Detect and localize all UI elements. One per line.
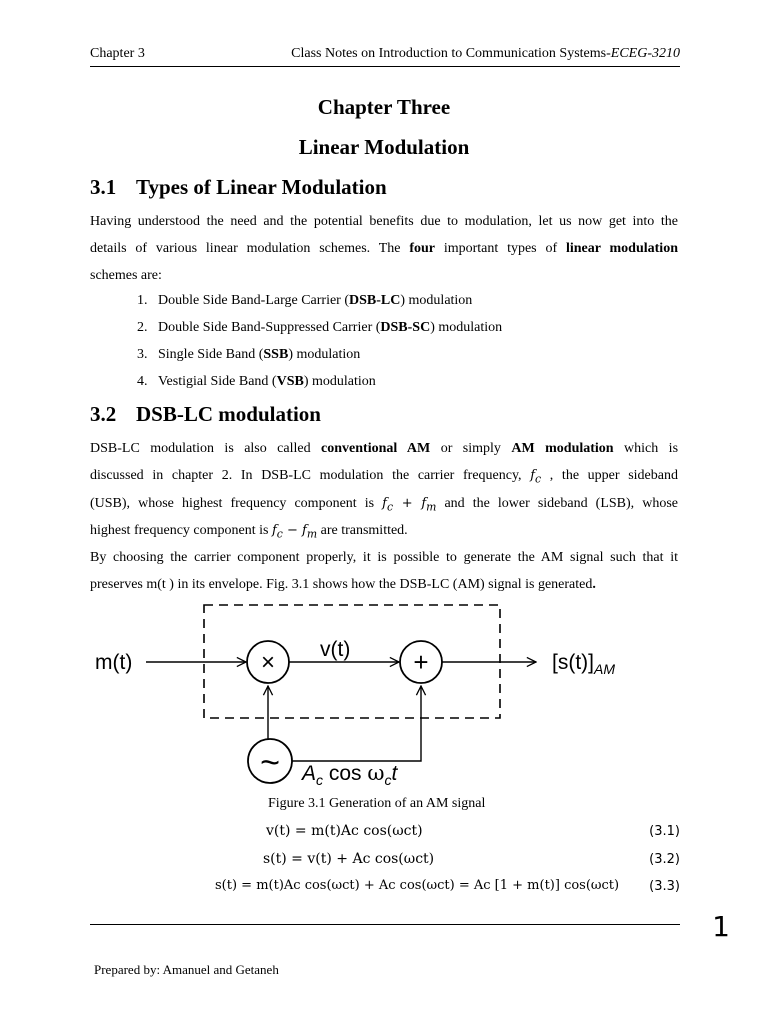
oscillator-symbol: ~: [260, 744, 280, 782]
equation-number: (3.2): [649, 852, 680, 867]
multiplier-symbol: ×: [260, 649, 276, 676]
vt-label: v(t): [320, 638, 351, 661]
section-heading-3-2: 3.2 DSB-LC modulation: [90, 402, 321, 426]
list-item: 1. Double Side Band-Large Carrier (DSB-LC) modulation: [137, 293, 473, 308]
header-chapter: Chapter 3: [90, 46, 145, 61]
header-course: Class Notes on Introduction to Communication Systems-ECEG-3210: [291, 46, 680, 61]
list-item: 2. Double Side Band-Suppressed Carrier (DSB-SC) modulation: [137, 320, 503, 335]
equation-3-3: s(t) = m(t)Ac cos(ωct) + Ac cos(ωct) = Ac [1 + m(t)] cos(ωct): [215, 878, 620, 893]
paragraph-line: (USB), whose highest frequency component is $f_c + f_m$ and the lower sideband (LSB), whose: [90, 496, 678, 514]
footer-rule: [90, 924, 680, 925]
figure-caption: Figure 3.1 Generation of an AM signal: [268, 796, 486, 811]
equation-3-1: v(t) = m(t)Ac cos(ωct): [266, 823, 423, 839]
carrier-to-adder-arrow: [292, 686, 421, 761]
paragraph-line: By choosing the carrier component properly, it is possible to generate the AM signal such that it: [90, 550, 678, 565]
carrier-label: $A_c$ $\cos \omega_ct$: [302, 761, 398, 788]
footer-credit: Prepared by: Amanuel and Getaneh: [94, 962, 279, 977]
output-label: $[s(t)]_{AM}$: [552, 651, 615, 677]
paragraph-line: discussed in chapter 2. In DSB-LC modulation the carrier frequency, $f_c$ , the upper sideband: [90, 468, 678, 486]
page-number: 1: [712, 910, 730, 943]
input-label: m(t): [95, 651, 133, 674]
paragraph-line: preserves m(t ) in its envelope. Fig. 3.1 shows how the DSB-LC (AM) signal is generated.: [90, 577, 596, 592]
section-heading-3-1: 3.1 Types of Linear Modulation: [90, 175, 387, 199]
equation-number: (3.3): [649, 879, 680, 894]
equation-number: (3.1): [649, 824, 680, 839]
paragraph-line: DSB-LC modulation is also called conventional AM or simply AM modulation which is: [90, 441, 679, 456]
paragraph-line: schemes are:: [90, 268, 162, 283]
adder-symbol: +: [413, 647, 429, 677]
paragraph-line: details of various linear modulation schemes. The four important types of linear modulation: [90, 241, 678, 256]
chapter-title: Chapter Three: [317, 95, 451, 119]
list-item: 4. Vestigial Side Band (VSB) modulation: [137, 374, 376, 389]
paragraph-line: highest frequency component is $f_c - f_m$ are transmitted.: [90, 523, 408, 541]
list-item: 3. Single Side Band (SSB) modulation: [137, 347, 361, 362]
equation-3-2: s(t) = v(t) + Ac cos(ωct): [263, 851, 435, 867]
paragraph-line: Having understood the need and the potential benefits due to modulation, let us now get into the: [90, 214, 678, 229]
chapter-subtitle: Linear Modulation: [298, 135, 470, 159]
